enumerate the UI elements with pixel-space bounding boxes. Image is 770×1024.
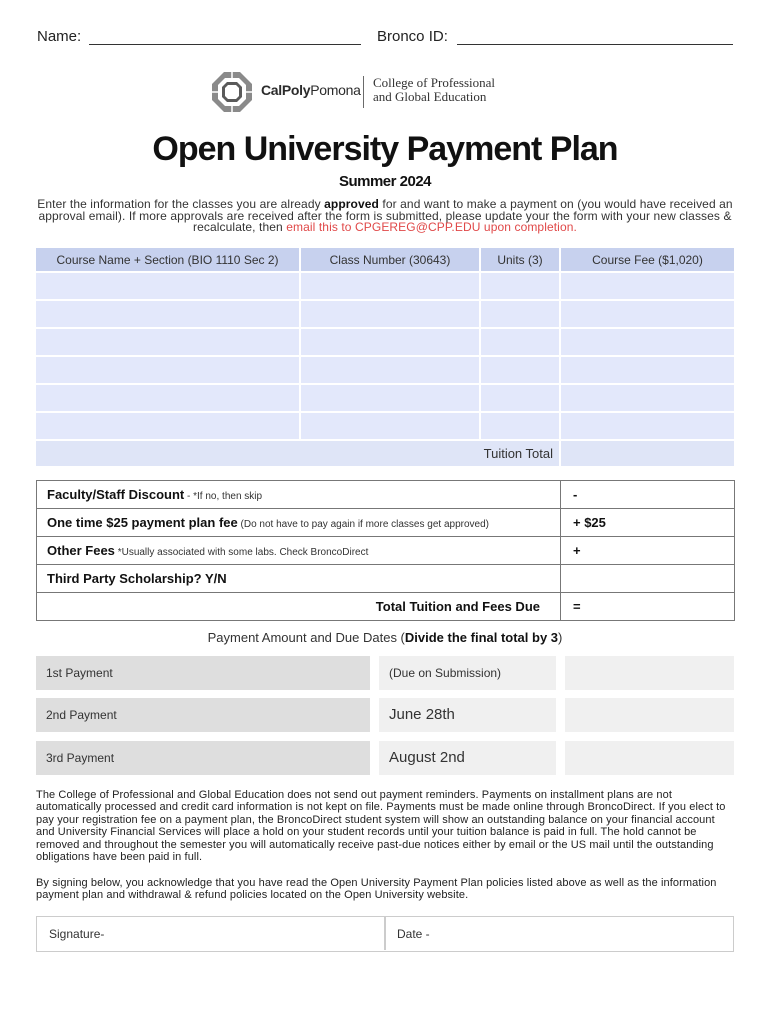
units-cell[interactable]: [480, 328, 560, 356]
payment-label: 2nd Payment: [36, 698, 370, 732]
date-field[interactable]: Date -: [397, 927, 430, 941]
acknowledgement-paragraph: By signing below, you acknowledge that you have read the Open University Payment Plan policies listed above as well as the information payment plan and withdrawal & refund policies located on the Open University website.: [36, 877, 717, 902]
total-due-value[interactable]: =: [561, 593, 735, 621]
header-fields: [37, 28, 733, 48]
course-name-cell[interactable]: [36, 300, 300, 328]
table-row: [36, 300, 734, 328]
payment-row-2: [36, 698, 734, 732]
bronco-id-field[interactable]: [457, 44, 733, 45]
payment-amount-field[interactable]: [565, 741, 734, 775]
course-fee-cell[interactable]: [560, 300, 734, 328]
course-fee-cell[interactable]: [560, 328, 734, 356]
scholarship-label: Third Party Scholarship? Y/N: [37, 565, 561, 593]
plan-fee-value[interactable]: + $25: [561, 509, 735, 537]
table-row: [36, 328, 734, 356]
tuition-total-value[interactable]: [560, 440, 734, 466]
table-row: [36, 272, 734, 300]
bronco-id-label: Bronco ID:: [377, 28, 448, 45]
faculty-discount-label: Faculty/Staff Discount - *If no, then skip: [37, 481, 561, 509]
payment-due-date: August 2nd: [379, 741, 556, 775]
signature-field[interactable]: Signature-: [49, 927, 105, 941]
payment-label: 1st Payment: [36, 656, 370, 690]
signature-divider: [384, 917, 386, 950]
course-name-cell[interactable]: [36, 356, 300, 384]
class-number-cell[interactable]: [300, 300, 480, 328]
col-units: Units (3): [480, 248, 560, 272]
total-due-label: Total Tuition and Fees Due: [37, 593, 561, 621]
page-title: Open University Payment Plan: [152, 130, 618, 168]
plan-fee-label: One time $25 payment plan fee (Do not have to pay again if more classes get approved): [37, 509, 561, 537]
name-label: Name:: [37, 28, 82, 45]
term-subtitle: Summer 2024: [338, 173, 432, 190]
email-link[interactable]: email this to CPGEREG@CPP.EDU upon completion.: [286, 220, 577, 234]
units-cell[interactable]: [480, 272, 560, 300]
class-number-cell[interactable]: [300, 328, 480, 356]
table-row: [36, 412, 734, 440]
payment-row-1: [36, 656, 734, 690]
course-table: [36, 248, 734, 466]
course-name-cell[interactable]: [36, 328, 300, 356]
cpp-logo: [210, 70, 530, 114]
payment-label: 3rd Payment: [36, 741, 370, 775]
scholarship-row: [37, 565, 735, 593]
payment-due-date: (Due on Submission): [379, 656, 556, 690]
units-cell[interactable]: [480, 356, 560, 384]
signature-box: [36, 916, 734, 952]
class-number-cell[interactable]: [300, 356, 480, 384]
other-fees-row: [37, 537, 735, 565]
course-table-header: [36, 248, 734, 272]
units-cell[interactable]: [480, 412, 560, 440]
plan-fee-row: [37, 509, 735, 537]
course-name-cell[interactable]: [36, 384, 300, 412]
payment-amount-field[interactable]: [565, 656, 734, 690]
logo-divider: [363, 76, 364, 108]
name-field[interactable]: [89, 44, 361, 45]
faculty-discount-value[interactable]: -: [561, 481, 735, 509]
faculty-discount-row: [37, 481, 735, 509]
fees-table: [36, 480, 735, 621]
intro-text: Enter the information for the classes you are already approved for and want to make a payment on (you would have received an approval email). If more approvals are received after the form is submitted, please update your the form with your new classes & recalculate, then email this to CPGEREG@CPP.EDU upon completion.: [37, 197, 733, 234]
course-name-cell[interactable]: [36, 272, 300, 300]
units-cell[interactable]: [480, 384, 560, 412]
payment-due-date: June 28th: [379, 698, 556, 732]
col-class-number: Class Number (30643): [300, 248, 480, 272]
other-fees-label: Other Fees *Usually associated with some labs. Check BroncoDirect: [37, 537, 561, 565]
course-fee-cell[interactable]: [560, 272, 734, 300]
brand-name: CalPolyPomona: [261, 82, 361, 98]
other-fees-value[interactable]: +: [561, 537, 735, 565]
class-number-cell[interactable]: [300, 384, 480, 412]
units-cell[interactable]: [480, 300, 560, 328]
payment-row-3: [36, 741, 734, 775]
payment-amount-field[interactable]: [565, 698, 734, 732]
class-number-cell[interactable]: [300, 412, 480, 440]
table-row: [36, 356, 734, 384]
scholarship-value[interactable]: [561, 565, 735, 593]
cpp-octagon-icon: [210, 70, 254, 114]
payments-heading: Payment Amount and Due Dates (Divide the final total by 3): [207, 630, 563, 645]
course-fee-cell[interactable]: [560, 356, 734, 384]
table-row: [36, 384, 734, 412]
total-due-row: [37, 593, 735, 621]
course-name-cell[interactable]: [36, 412, 300, 440]
course-fee-cell[interactable]: [560, 384, 734, 412]
tuition-total-label: Tuition Total: [36, 440, 560, 466]
tuition-total-row: [36, 440, 734, 466]
policy-paragraph: The College of Professional and Global Education does not send out payment reminders. Payments on installment plans are not automatically processed and credit card information is not kept on file. Payments must be made online through BroncoDirect. If you elect to pay your registration fee on a payment plan, the BroncoDirect student system will show an outstanding balance on your financial account and University Financial Services will place a hold on your student records until your tuition balance is paid in full. The hold cannot be removed and throughout the semester you will automatically receive past-due notices either by email or the US mail until the outstanding obligations have been paid in full.: [36, 789, 726, 864]
col-course-fee: Course Fee ($1,020): [560, 248, 734, 272]
class-number-cell[interactable]: [300, 272, 480, 300]
col-course-name: Course Name + Section (BIO 1110 Sec 2): [36, 248, 300, 272]
college-name: College of Professional and Global Education: [373, 75, 496, 104]
course-fee-cell[interactable]: [560, 412, 734, 440]
